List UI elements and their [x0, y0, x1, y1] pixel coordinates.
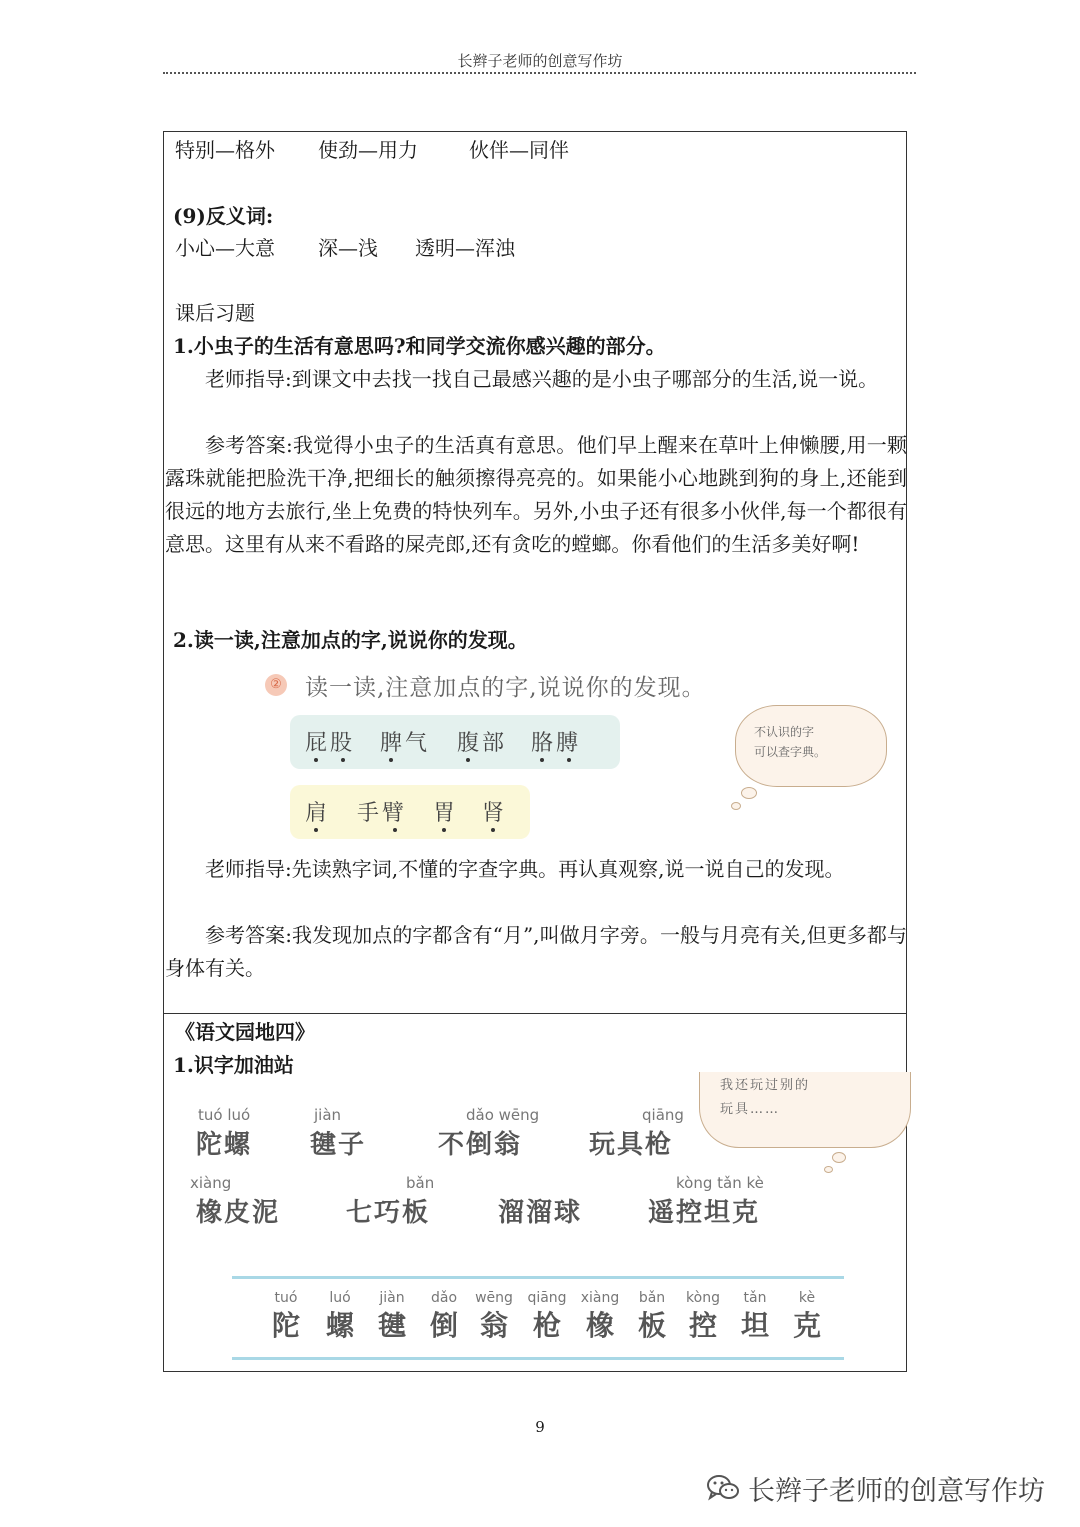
char-hanzi: 板 — [637, 1309, 666, 1342]
antonym-pair-1: 小心—大意 — [175, 236, 275, 260]
question-2: 2.读一读,注意加点的字,说说你的发现。 — [173, 628, 528, 652]
literacy-char — [783, 1288, 831, 1344]
word-pinyin: bǎn — [406, 1174, 435, 1192]
char-hanzi: 坦 — [740, 1309, 769, 1342]
garden-subtitle: 1.识字加油站 — [173, 1053, 294, 1077]
antonyms-heading: (9)反义词: — [173, 204, 274, 228]
body-word: 手臂 — [357, 801, 408, 826]
q1-teacher-guide: 老师指导:到课文中去找一找自己最感兴趣的是小虫子哪部分的生活,说一说。 — [205, 367, 879, 391]
thought-bubble — [731, 802, 741, 810]
header-divider — [163, 72, 916, 74]
watermark — [706, 1468, 1045, 1508]
char-pinyin: luó — [329, 1290, 351, 1306]
toy-word: 溜溜球 — [498, 1198, 583, 1228]
textbook-image-literacy — [164, 1078, 906, 1372]
textbook-title: 读一读,注意加点的字,说说你的发现。 — [305, 675, 706, 701]
garden-title: 《语文园地四》 — [175, 1020, 315, 1044]
char-hanzi: 陀 — [271, 1309, 300, 1342]
char-hanzi: 枪 — [532, 1309, 561, 1342]
thought-cloud — [735, 705, 887, 787]
literacy-char — [576, 1288, 624, 1344]
emphasis-dot — [567, 758, 571, 762]
emphasis-dot — [442, 828, 446, 832]
word-pinyin: kòng tǎn kè — [676, 1174, 764, 1192]
literacy-char — [628, 1288, 676, 1344]
q2-teacher-guide: 老师指导:先读熟字词,不懂的字查字典。再认真观察,说一说自己的发现。 — [205, 857, 845, 881]
literacy-char — [368, 1288, 416, 1344]
char-pinyin: bǎn — [638, 1290, 666, 1306]
synonym-pair-2: 使劲—用力 — [318, 138, 418, 162]
synonym-pair-3: 伙伴—同伴 — [469, 138, 569, 162]
body-word: 胳膊 — [531, 731, 582, 756]
body-word: 肾 — [482, 801, 508, 826]
body-word: 肩 — [305, 801, 331, 826]
char-hanzi: 倒 — [429, 1309, 458, 1342]
section-title: 课后习题 — [175, 301, 255, 325]
antonym-pair-3: 透明—浑浊 — [415, 236, 515, 260]
char-hanzi: 毽 — [377, 1309, 406, 1342]
body-word: 胃 — [433, 801, 459, 826]
exercise-marker: ② — [265, 674, 287, 696]
cloud-line-2: 玩具…… — [720, 1102, 781, 1117]
char-pinyin: kè — [798, 1290, 816, 1306]
toy-word: 遥控坦克 — [648, 1198, 761, 1228]
toy-word: 毽子 — [310, 1130, 367, 1160]
thought-bubble — [832, 1152, 846, 1163]
emphasis-dot — [540, 758, 544, 762]
section-divider — [163, 1013, 907, 1014]
char-pinyin: xiàng — [580, 1290, 620, 1306]
emphasis-dot — [389, 758, 393, 762]
thought-bubble — [741, 787, 757, 799]
toy-word: 玩具枪 — [589, 1130, 674, 1160]
char-pinyin: jiàn — [379, 1290, 405, 1306]
header-title: 长辫子老师的创意写作坊 — [457, 52, 623, 70]
textbook-image-reading — [265, 665, 885, 855]
wechat-icon — [706, 1473, 740, 1503]
toy-word: 橡皮泥 — [196, 1198, 281, 1228]
char-pinyin: tǎn — [743, 1290, 767, 1306]
literacy-char — [316, 1288, 364, 1344]
char-hanzi: 控 — [688, 1309, 717, 1342]
word-pinyin: qiāng — [642, 1106, 684, 1124]
body-word: 腹部 — [457, 731, 508, 756]
body-word: 屁股 — [305, 731, 356, 756]
char-pinyin: tuó — [274, 1290, 298, 1306]
literacy-char — [679, 1288, 727, 1344]
cloud-line-1: 不认识的字 — [754, 725, 815, 739]
emphasis-dot — [491, 828, 495, 832]
toy-word: 不倒翁 — [438, 1130, 523, 1160]
literacy-char — [731, 1288, 779, 1344]
word-pinyin: tuó luó — [198, 1106, 251, 1124]
word-pinyin: xiàng — [190, 1174, 232, 1192]
char-hanzi: 克 — [792, 1309, 821, 1342]
antonym-pair-2: 深—浅 — [318, 236, 378, 260]
char-hanzi: 翁 — [479, 1309, 508, 1342]
q2-reference-answer: 参考答案:我发现加点的字都含有“月”,叫做月字旁。一般与月亮有关,但更多都与身体有关。 — [165, 923, 907, 980]
q1-reference-answer: 参考答案:我觉得小虫子的生活真有意思。他们早上醒来在草叶上伸懒腰,用一颗露珠就能把脸洗干净,把细长的触须擦得亮亮的。如果能小心地跳到狗的身上,还能到很远的地方去旅行,坐上免费的特快列车。另外,小虫子还有很多小伙伴,每一个都很有意思。这里有从来不看路的屎壳郎,还有贪吃的螳螂。你看他们的生活多美好啊! — [165, 433, 907, 556]
emphasis-dot — [466, 758, 470, 762]
literacy-char — [262, 1288, 310, 1344]
blue-rule-top — [232, 1276, 844, 1279]
toy-word: 陀螺 — [196, 1130, 253, 1160]
body-word: 脾气 — [380, 731, 431, 756]
question-1: 1.小虫子的生活有意思吗?和同学交流你感兴趣的部分。 — [173, 334, 666, 358]
char-pinyin: qiāng — [527, 1290, 567, 1306]
blue-rule-bottom — [232, 1357, 844, 1360]
literacy-char — [420, 1288, 468, 1344]
literacy-char — [470, 1288, 518, 1344]
watermark-text: 长辫子老师的创意写作坊 — [748, 1475, 1045, 1507]
char-hanzi: 螺 — [325, 1309, 354, 1342]
char-pinyin: kòng — [686, 1290, 720, 1306]
thought-cloud — [699, 1072, 911, 1148]
cloud-line-1: 我还玩过别的 — [720, 1078, 811, 1093]
emphasis-dot — [314, 828, 318, 832]
literacy-char — [523, 1288, 571, 1344]
char-pinyin: wēng — [475, 1290, 513, 1306]
thought-bubble — [824, 1166, 833, 1173]
char-hanzi: 橡 — [585, 1309, 614, 1342]
word-pinyin: jiàn — [314, 1106, 342, 1124]
toy-word: 七巧板 — [346, 1198, 431, 1228]
page-number: 9 — [535, 1418, 545, 1436]
emphasis-dot — [393, 828, 397, 832]
synonym-pair-1: 特别—格外 — [175, 138, 275, 162]
cloud-line-2: 可以查字典。 — [754, 745, 827, 759]
emphasis-dot — [314, 758, 318, 762]
word-pinyin: dǎo wēng — [466, 1106, 540, 1124]
emphasis-dot — [341, 758, 345, 762]
char-pinyin: dǎo — [430, 1290, 458, 1306]
